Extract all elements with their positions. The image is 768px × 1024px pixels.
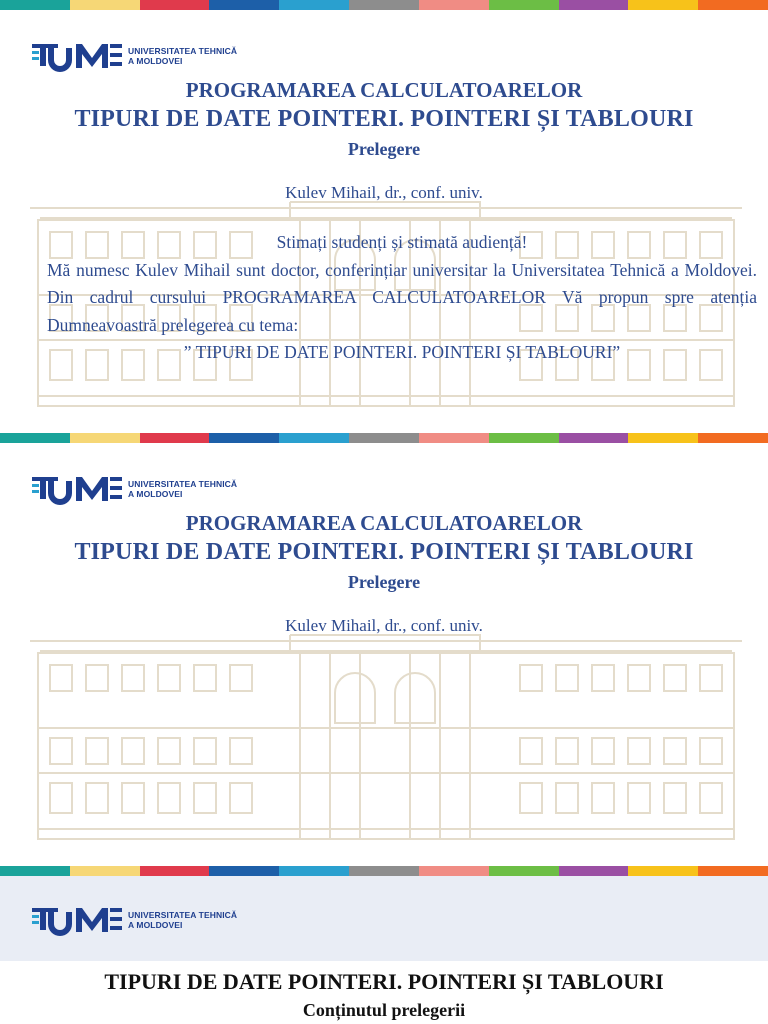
stripe-segment xyxy=(209,0,279,10)
stripe-segment xyxy=(349,866,419,876)
stripe-segment xyxy=(559,0,629,10)
slide-contents xyxy=(0,866,768,1024)
stripe-segment xyxy=(70,866,140,876)
stripe-segment xyxy=(279,0,349,10)
building-watermark xyxy=(30,633,742,843)
logo-line-2: A MOLDOVEI xyxy=(128,489,183,499)
utm-logo-icon xyxy=(32,38,124,74)
utm-logo xyxy=(32,902,237,938)
logo-line-1: UNIVERSITATEA TEHNICĂ xyxy=(128,479,238,489)
slide-intro xyxy=(0,0,768,432)
stripe-segment xyxy=(419,433,489,443)
stripe-segment xyxy=(279,866,349,876)
lecture-kind: Prelegere xyxy=(347,139,421,159)
stripe-segment xyxy=(70,433,140,443)
utm-logo-icon xyxy=(32,902,124,938)
stripe-segment xyxy=(698,433,768,443)
logo-text xyxy=(128,46,237,66)
stripe-segment xyxy=(0,866,70,876)
course-title: PROGRAMAREA CALCULATOARELOR xyxy=(185,78,583,102)
lecture-title: TIPURI DE DATE POINTERI. POINTERI ȘI TABLOURI xyxy=(74,539,694,565)
author-line: Kulev Mihail, dr., conf. univ. xyxy=(285,183,483,202)
logo-text xyxy=(128,910,237,930)
logo-line-1: UNIVERSITATEA TEHNICĂ xyxy=(128,910,238,920)
intro-paragraph: Mă numesc Kulev Mihail sunt doctor, conferințiar universitar la Universitatea Tehnică a Moldovei. Din cadrul cursului PROGRAMAREA CALCULATOARELOR Vă propun spre atenția Dumneavoastră prelegerea cu tema: xyxy=(47,259,757,335)
color-stripe xyxy=(0,0,768,10)
stripe-segment xyxy=(0,433,70,443)
stripe-segment xyxy=(559,866,629,876)
stripe-segment xyxy=(419,0,489,10)
stripe-segment xyxy=(419,866,489,876)
stripe-segment xyxy=(279,433,349,443)
utm-logo xyxy=(32,471,237,507)
lecture-kind: Prelegere xyxy=(347,572,421,592)
lecture-title: TIPURI DE DATE POINTERI. POINTERI ȘI TABLOURI xyxy=(74,106,694,132)
stripe-segment xyxy=(559,433,629,443)
stripe-segment xyxy=(0,0,70,10)
stripe-segment xyxy=(209,866,279,876)
stripe-segment xyxy=(349,433,419,443)
stripe-segment xyxy=(140,433,210,443)
stripe-segment xyxy=(698,866,768,876)
logo-text xyxy=(128,479,237,499)
stripe-segment xyxy=(140,866,210,876)
stripe-segment xyxy=(628,433,698,443)
color-stripe xyxy=(0,433,768,443)
lecture-topic-quote: ” TIPURI DE DATE POINTERI. POINTERI ȘI TABLOURI” xyxy=(183,342,621,362)
intro-speech xyxy=(47,229,757,367)
logo-line-1: UNIVERSITATEA TEHNICĂ xyxy=(128,46,238,56)
course-title: PROGRAMAREA CALCULATOARELOR xyxy=(185,511,583,535)
contents-slide-title: TIPURI DE DATE POINTERI. POINTERI ȘI TABLOURI xyxy=(104,969,664,994)
logo-line-2: A MOLDOVEI xyxy=(128,920,183,930)
color-stripe xyxy=(0,866,768,876)
stripe-segment xyxy=(140,0,210,10)
stripe-segment xyxy=(698,0,768,10)
slide-title xyxy=(0,433,768,865)
stripe-segment xyxy=(489,433,559,443)
contents-subtitle: Conținutul prelegerii xyxy=(302,1000,466,1020)
utm-logo xyxy=(32,38,237,74)
stripe-segment xyxy=(70,0,140,10)
stripe-segment xyxy=(349,0,419,10)
stripe-segment xyxy=(628,866,698,876)
author-line: Kulev Mihail, dr., conf. univ. xyxy=(285,616,483,635)
stripe-segment xyxy=(209,433,279,443)
stripe-segment xyxy=(489,866,559,876)
stripe-segment xyxy=(628,0,698,10)
utm-logo-icon xyxy=(32,471,124,507)
logo-line-2: A MOLDOVEI xyxy=(128,56,183,66)
stripe-segment xyxy=(489,0,559,10)
greeting-text: Stimați studenți și stimată audiență! xyxy=(276,232,528,252)
